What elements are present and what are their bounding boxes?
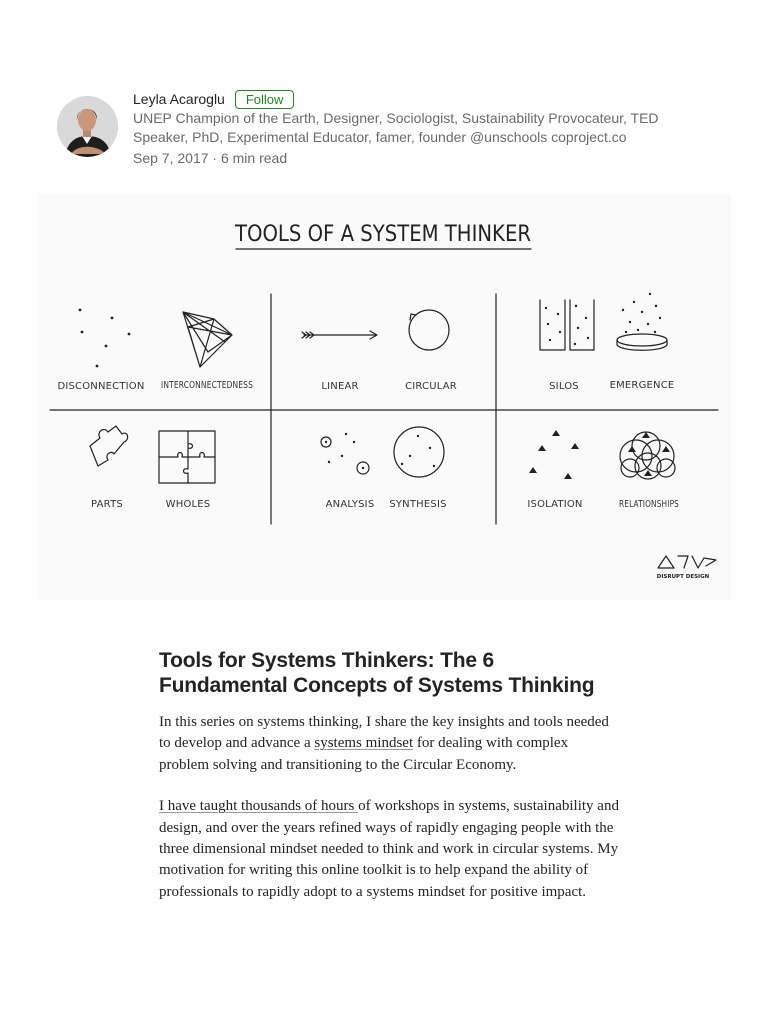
logo-text: DISRUPT DESIGN [656,574,710,580]
systems-mindset-link[interactable]: systems mindset [314,735,414,752]
wholes-icon [159,431,215,483]
publish-date: Sep 7, 2017 [133,150,209,166]
relationships-icon [620,432,675,479]
linear-icon [302,331,377,339]
parts-icon [90,426,128,466]
illustration-heading: TOOLS OF A SYSTEM THINKER [234,222,532,247]
paragraph-1-text-start: In this series on systems thinking, I share the key insights and tools needed to develop and advance a [159,714,609,752]
publish-info [133,148,693,168]
label-linear: LINEAR [321,381,359,392]
label-relationships: RELATIONSHIPS [619,499,679,510]
article-title: Tools for Systems Thinkers: The 6 Fundamental Concepts of Systems Thinking [159,649,595,697]
label-analysis: ANALYSIS [325,499,375,510]
label-silos: SILOS [549,381,579,392]
author-avatar[interactable] [57,96,118,157]
label-isolation: ISOLATION [527,499,583,510]
label-disconnection: DISCONNECTION [57,381,145,392]
author-meta [133,88,693,168]
paragraph-1-text-end: for dealing with complex problem solving and transitioning to the Circular Economy. [159,735,569,773]
emergence-icon [617,293,667,350]
author-name-row [133,88,693,110]
label-wholes: WHOLES [165,499,211,510]
label-synthesis: SYNTHESIS [389,499,447,510]
label-emergence: EMERGENCE [609,380,675,391]
disrupt-design-logo [657,556,716,580]
paragraph-1 [159,712,619,776]
synthesis-icon [394,427,444,477]
interconnectedness-icon [183,312,232,367]
paragraph-2-text: of workshops in systems, sustainability and design, and over the years refined ways of rapidly engaging people with the three dimensional mindset needed to think and work in circular systems. My motivation for writing this online toolkit is to help expand the ability of professionals to rapidly adopt to a systems mindset for positive impact. [159,798,619,900]
analysis-icon [321,433,369,474]
follow-button[interactable]: Follow [235,90,295,109]
circular-icon [409,310,449,350]
author-name[interactable]: Leyla Acaroglu [133,91,225,107]
article-body [159,648,619,903]
taught-thousands-link[interactable]: I have taught thousands of hours [159,798,359,815]
paragraph-2 [159,796,619,903]
author-bio: UNEP Champion of the Earth, Designer, Sociologist, Sustainability Provocateur, TED Speaker, PhD, Experimental Educator, famer, founder @unschools coproject.co [133,110,659,145]
read-time: 6 min read [220,150,288,166]
meta-separator: · [212,150,218,166]
isolation-icon [529,430,579,479]
hero-image [38,194,731,600]
tools-illustration [38,194,731,600]
label-circular: CIRCULAR [405,381,457,392]
label-parts: PARTS [91,499,123,510]
label-interconnectedness: INTERCONNECTEDNESS [161,380,253,391]
disconnection-icon [79,309,131,368]
silos-icon [540,300,594,350]
